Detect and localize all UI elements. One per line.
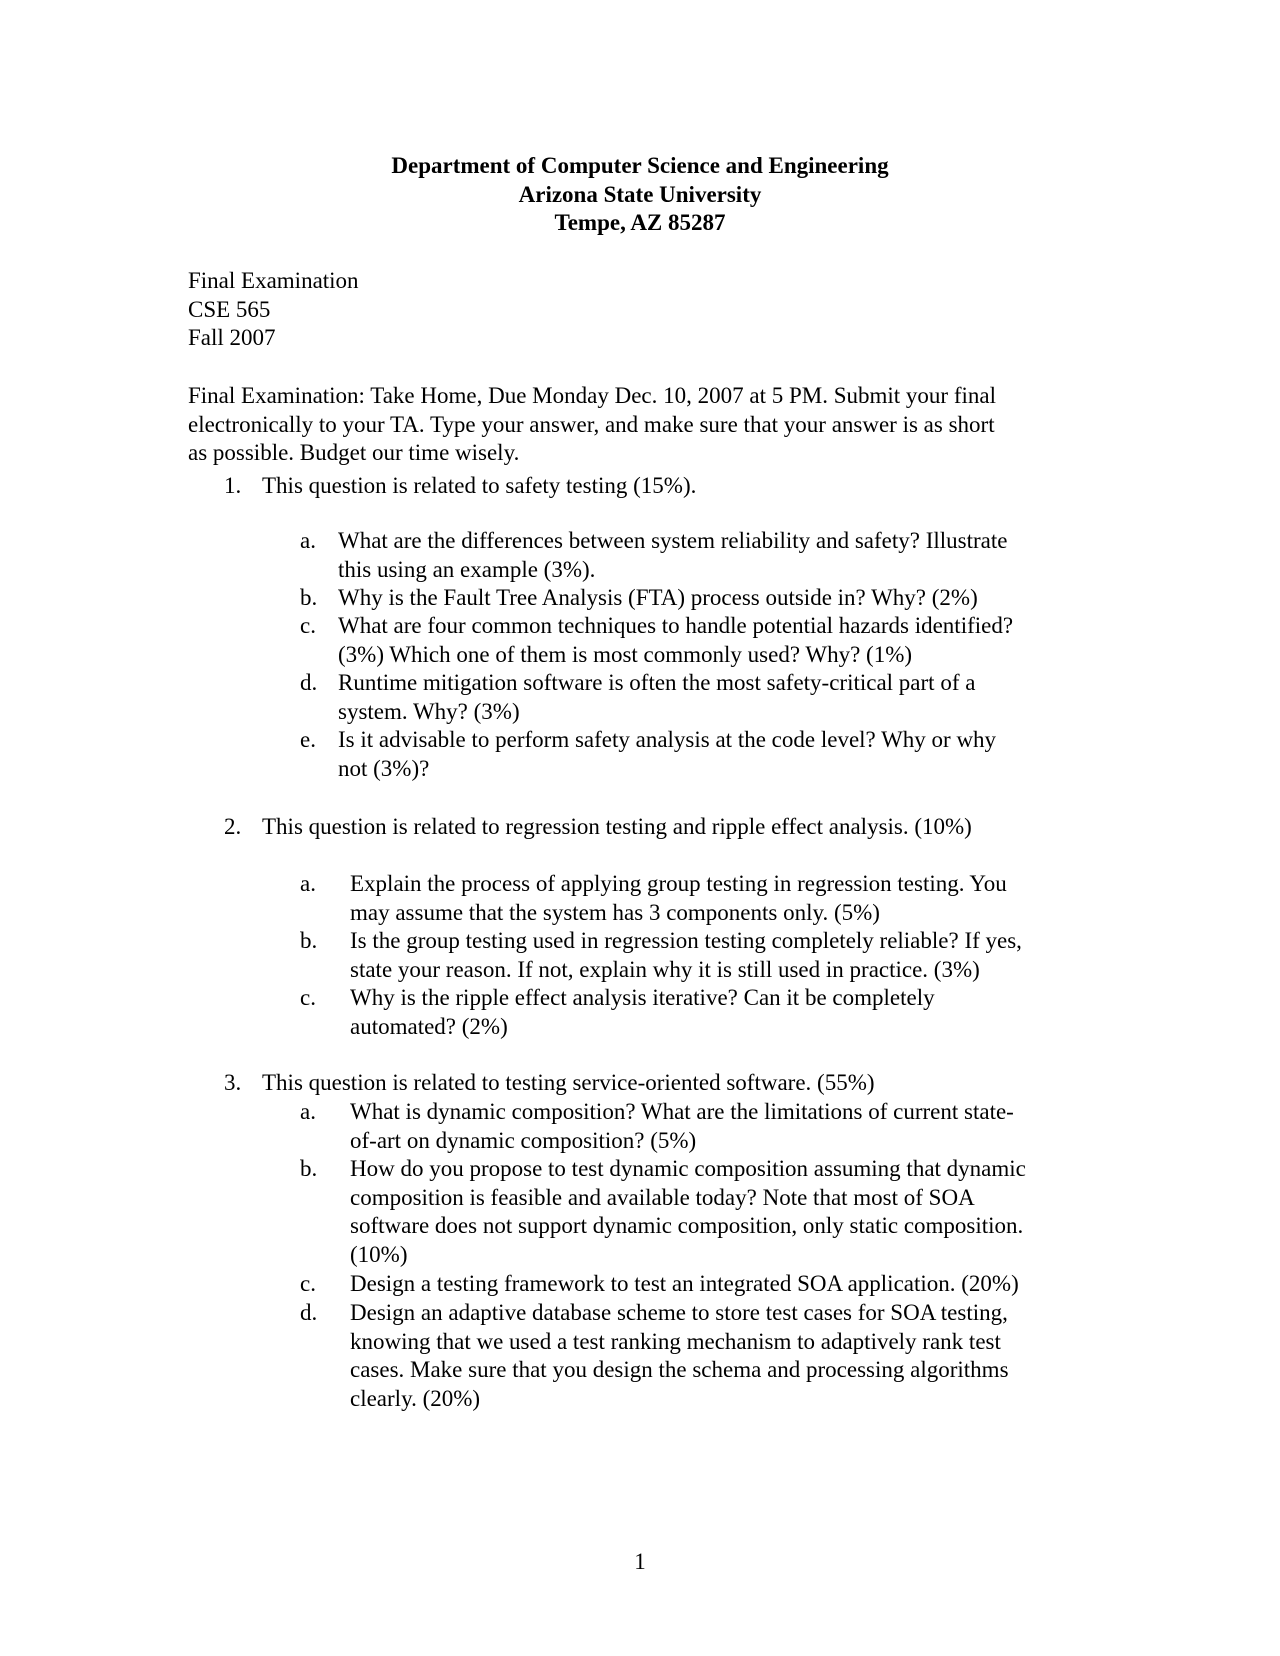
part-text [350, 1098, 1014, 1155]
part-line: may assume that the system has 3 components only. (5%) [350, 899, 880, 925]
part-letter: a. [300, 871, 316, 896]
exam-instructions [188, 382, 1088, 468]
part-line: clearly. (20%) [350, 1385, 481, 1411]
department-name: Department of Computer Science and Engineering [391, 153, 889, 178]
part-text [338, 584, 978, 613]
part-letter: c. [300, 985, 316, 1010]
part-text [338, 669, 975, 726]
part-text [338, 726, 996, 783]
page-number: 1 [634, 1549, 646, 1574]
part-line: Explain the process of applying group testing in regression testing. You [350, 871, 1007, 896]
course-term: Fall 2007 [188, 325, 276, 350]
question-number: 2. [224, 814, 242, 839]
part-line: software does not support dynamic composition, only static composition. [350, 1213, 1024, 1238]
university-location: Tempe, AZ 85287 [554, 210, 726, 235]
part-line: Runtime mitigation software is often the most safety-critical part of a [338, 670, 976, 695]
part-text [350, 1270, 1019, 1299]
part-text [350, 927, 1022, 984]
question-number: 1. [224, 473, 242, 498]
part-letter: a. [300, 1099, 316, 1124]
part-text [350, 870, 1007, 927]
part-line: Why is the ripple effect analysis iterative? Can it be completely [350, 985, 935, 1010]
part-text [350, 1299, 1009, 1413]
part-line: (3%) Which one of them is most commonly used? Why? (1%) [338, 641, 913, 667]
part-line: Design a testing framework to test an integrated SOA application. (20%) [350, 1271, 1019, 1296]
question-text: This question is related to safety testing (15%). [262, 473, 697, 498]
part-line: this using an example (3%). [338, 556, 596, 582]
course-info [188, 267, 359, 353]
part-line: What are the differences between system reliability and safety? Illustrate [338, 528, 1008, 553]
part-letter: c. [300, 1271, 316, 1296]
part-line: of-art on dynamic composition? (5%) [350, 1127, 697, 1153]
part-line: system. Why? (3%) [338, 698, 520, 724]
part-line: What are four common techniques to handle potential hazards identified? [338, 613, 1014, 638]
part-line: (10%) [350, 1241, 408, 1267]
university-name: Arizona State University [518, 181, 762, 207]
question-heading [224, 1069, 875, 1098]
part-letter: b. [300, 1156, 318, 1181]
part-letter: d. [300, 1300, 318, 1325]
question-number: 3. [224, 1070, 242, 1095]
part-line: Why is the Fault Tree Analysis (FTA) process outside in? Why? (2%) [338, 585, 978, 610]
part-letter: b. [300, 585, 318, 610]
part-line: automated? (2%) [350, 1013, 508, 1039]
part-line: Is it advisable to perform safety analysis at the code level? Why or why [338, 727, 997, 752]
part-line: Design an adaptive database scheme to store test cases for SOA testing, [350, 1300, 1008, 1325]
part-line: composition is feasible and available today? Note that most of SOA [350, 1184, 975, 1210]
instructions-line: electronically to your TA. Type your answer, and make sure that your answer is as short [188, 411, 995, 437]
part-letter: d. [300, 670, 318, 695]
part-line: knowing that we used a test ranking mechanism to adaptively rank test [350, 1328, 1001, 1354]
course-code: CSE 565 [188, 296, 271, 322]
part-letter: c. [300, 613, 316, 638]
part-line: not (3%)? [338, 755, 430, 781]
part-line: What is dynamic composition? What are the limitations of current state- [350, 1099, 1014, 1124]
part-line: How do you propose to test dynamic composition assuming that dynamic [350, 1156, 1026, 1181]
part-line: cases. Make sure that you design the schema and processing algorithms [350, 1357, 1009, 1382]
question-heading [224, 813, 972, 842]
instructions-line: Final Examination: Take Home, Due Monday Dec. 10, 2007 at 5 PM. Submit your final [188, 383, 996, 408]
instructions-line: as possible. Budget our time wisely. [188, 440, 520, 465]
question-text: This question is related to testing service-oriented software. (55%) [262, 1070, 875, 1095]
part-letter: a. [300, 528, 316, 553]
document-header [0, 152, 1280, 238]
exam-title: Final Examination [188, 268, 359, 293]
question-heading [224, 472, 696, 501]
question-text: This question is related to regression testing and ripple effect analysis. (10%) [262, 814, 972, 839]
part-line: state your reason. If not, explain why it is still used in practice. (3%) [350, 956, 980, 982]
part-text [338, 527, 1007, 584]
part-letter: e. [300, 727, 316, 752]
part-text [350, 1155, 1026, 1269]
part-text [338, 612, 1013, 669]
part-line: Is the group testing used in regression testing completely reliable? If yes, [350, 928, 1022, 953]
part-text [350, 984, 935, 1041]
part-letter: b. [300, 928, 318, 953]
